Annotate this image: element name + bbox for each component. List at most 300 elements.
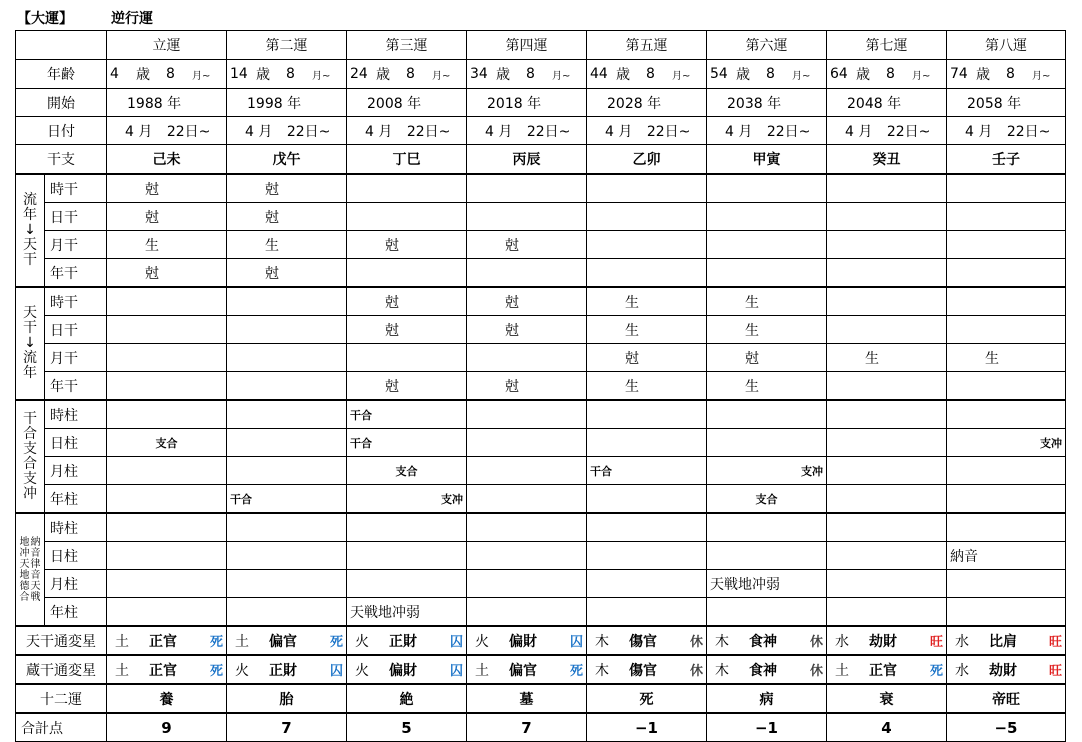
- star-element: 木: [715, 633, 729, 650]
- nacchin-cell: [467, 542, 587, 570]
- age-months: 8: [526, 66, 535, 82]
- gou-cell: [467, 400, 587, 429]
- age-unit: 歳: [616, 67, 630, 83]
- date-month: 4: [365, 123, 374, 140]
- star-name: 食神: [749, 633, 777, 650]
- relation-cell: [107, 344, 227, 372]
- start-year-cell: [107, 89, 227, 117]
- relation-cell: [827, 203, 947, 231]
- age-unit: 歳: [496, 67, 510, 83]
- star-cell: [587, 626, 707, 655]
- age-unit: 歳: [376, 67, 390, 83]
- total-cell: 5: [347, 713, 467, 742]
- day-unit: 日~: [904, 123, 931, 140]
- gou-cell: [227, 400, 347, 429]
- star-cell: [347, 626, 467, 655]
- date-month: 4: [605, 123, 614, 140]
- age-years: 14: [230, 66, 248, 82]
- relation-cell: 尅: [227, 203, 347, 231]
- year-unit: 年: [887, 95, 902, 112]
- relation-cell: 尅: [107, 259, 227, 288]
- star-cell: [587, 655, 707, 684]
- age-years: 74: [950, 66, 968, 82]
- nacchin-cell: [587, 570, 707, 598]
- start-year-cell: [827, 89, 947, 117]
- star-cell: [827, 655, 947, 684]
- gou-cell: 支合: [347, 457, 467, 485]
- relation-cell: [107, 316, 227, 344]
- row-label-jichu: 時柱: [45, 400, 107, 429]
- star-level: 休: [689, 635, 703, 650]
- relation-cell: [947, 231, 1066, 259]
- month-unit: 月: [978, 123, 993, 140]
- twelve-cell: 死: [587, 684, 707, 713]
- nacchin-cell: [227, 598, 347, 627]
- relation-cell: [707, 259, 827, 288]
- date-day: 22: [406, 123, 425, 140]
- relation-cell: [347, 203, 467, 231]
- nacchin-cell: [227, 570, 347, 598]
- nacchin-cell: [707, 513, 827, 542]
- relation-cell: 尅: [347, 316, 467, 344]
- age-years: 44: [590, 66, 608, 82]
- period-header: 第七運: [827, 31, 947, 60]
- star-name: 傷官: [629, 633, 657, 650]
- gou-cell: [827, 457, 947, 485]
- row-label-gecchu: 月柱: [45, 570, 107, 598]
- star-element: 土: [235, 633, 249, 650]
- star-name: 劫財: [869, 633, 897, 650]
- month-unit: 月: [738, 123, 753, 140]
- total-cell: −1: [587, 713, 707, 742]
- age-month-unit: 月~: [192, 70, 211, 82]
- date-month: 4: [245, 123, 254, 140]
- day-unit: 日~: [304, 123, 331, 140]
- star-level: 休: [689, 664, 703, 679]
- start-year-cell: [227, 89, 347, 117]
- date-day: 22: [886, 123, 905, 140]
- age-years: 64: [830, 66, 848, 82]
- start-year-cell: [947, 89, 1066, 117]
- twelve-cell: 病: [707, 684, 827, 713]
- relation-cell: 生: [227, 231, 347, 259]
- period-header: 第五運: [587, 31, 707, 60]
- nacchin-cell: [347, 570, 467, 598]
- relation-cell: [587, 259, 707, 288]
- kanshi-cell: 乙卯: [587, 145, 707, 175]
- age-month-unit: 月~: [792, 70, 811, 82]
- relation-cell: [227, 372, 347, 401]
- star-name: 正官: [149, 662, 177, 679]
- star-level: 囚: [449, 635, 463, 650]
- gou-cell: [707, 429, 827, 457]
- relation-cell: 生: [707, 316, 827, 344]
- star-element: 火: [475, 633, 489, 650]
- nacchin-cell: [947, 598, 1066, 627]
- start-year: 1998: [247, 95, 283, 112]
- age-month-unit: 月~: [552, 70, 571, 82]
- period-header: 第四運: [467, 31, 587, 60]
- kanshi-cell: 丁巳: [347, 145, 467, 175]
- nacchin-cell: [707, 598, 827, 627]
- relation-cell: 尅: [347, 231, 467, 259]
- star-level: 死: [209, 664, 223, 679]
- row-label-nenchu: 年柱: [45, 485, 107, 514]
- relation-cell: 尅: [467, 287, 587, 316]
- date-day: 22: [646, 123, 665, 140]
- star-name: 偏財: [509, 633, 537, 650]
- nacchin-cell: [107, 598, 227, 627]
- row-label-jikan: 時干: [45, 287, 107, 316]
- day-unit: 日~: [424, 123, 451, 140]
- nacchin-cell: [107, 570, 227, 598]
- twelve-cell: 帝旺: [947, 684, 1066, 713]
- nacchin-cell: [227, 542, 347, 570]
- nacchin-cell: [347, 542, 467, 570]
- relation-cell: 生: [827, 344, 947, 372]
- period-header: 第六運: [707, 31, 827, 60]
- age-years: 34: [470, 66, 488, 82]
- year-unit: 年: [407, 95, 422, 112]
- star-element: 土: [115, 662, 129, 679]
- start-year: 2018: [487, 95, 523, 112]
- relation-cell: 尅: [467, 316, 587, 344]
- nacchin-cell: [827, 598, 947, 627]
- gou-cell: 支合: [707, 485, 827, 514]
- relation-cell: [467, 174, 587, 203]
- year-unit: 年: [1007, 95, 1022, 112]
- age-unit: 歳: [256, 67, 270, 83]
- twelve-cell: 胎: [227, 684, 347, 713]
- relation-cell: 生: [587, 372, 707, 401]
- nacchin-cell: 納音: [947, 542, 1066, 570]
- star-cell: [227, 655, 347, 684]
- row-label-nenkan: 年干: [45, 259, 107, 288]
- date-cell: [827, 117, 947, 145]
- total-cell: 7: [467, 713, 587, 742]
- period-header: 第八運: [947, 31, 1066, 60]
- nacchin-cell: [227, 513, 347, 542]
- age-cell: [947, 60, 1066, 89]
- age-month-unit: 月~: [1032, 70, 1051, 82]
- kanshi-cell: 丙辰: [467, 145, 587, 175]
- star-level: 死: [929, 664, 943, 679]
- label-zoukan_stars: 蔵干通変星: [16, 655, 107, 684]
- date-cell: [107, 117, 227, 145]
- date-cell: [227, 117, 347, 145]
- row-label-nichu: 日柱: [45, 429, 107, 457]
- age-months: 8: [406, 66, 415, 82]
- star-cell: [227, 626, 347, 655]
- relation-cell: 尅: [347, 372, 467, 401]
- age-unit: 歳: [976, 67, 990, 83]
- year-unit: 年: [167, 95, 182, 112]
- row-label-gekkan: 月干: [45, 344, 107, 372]
- age-unit: 歳: [856, 67, 870, 83]
- age-months: 8: [646, 66, 655, 82]
- star-element: 木: [715, 662, 729, 679]
- gou-cell: 干合: [227, 485, 347, 514]
- age-cell: [707, 60, 827, 89]
- year-unit: 年: [527, 95, 542, 112]
- row-label-jikan: 時干: [45, 174, 107, 203]
- age-cell: [347, 60, 467, 89]
- gou-cell: 干合: [587, 457, 707, 485]
- total-cell: −5: [947, 713, 1066, 742]
- star-level: 囚: [449, 664, 463, 679]
- gou-cell: [947, 400, 1066, 429]
- star-cell: [467, 655, 587, 684]
- date-day: 22: [526, 123, 545, 140]
- star-element: 水: [955, 633, 969, 650]
- age-cell: [467, 60, 587, 89]
- gou-cell: [227, 429, 347, 457]
- star-name: 偏官: [509, 662, 537, 679]
- start-year-cell: [587, 89, 707, 117]
- star-element: 土: [475, 662, 489, 679]
- group-label-nacchin: 地 冲 天 地 德 合 納 音 律 音 天 戦: [16, 513, 45, 626]
- period-header: 第二運: [227, 31, 347, 60]
- relation-cell: [827, 372, 947, 401]
- age-unit: 歳: [136, 67, 150, 83]
- kanshi-label: 干支: [16, 145, 107, 175]
- star-element: 土: [115, 633, 129, 650]
- star-name: 正官: [869, 662, 897, 679]
- star-level: 旺: [1048, 664, 1062, 679]
- date-cell: [707, 117, 827, 145]
- age-months: 8: [286, 66, 295, 82]
- star-level: 囚: [569, 635, 583, 650]
- date-day: 22: [166, 123, 185, 140]
- gou-cell: [227, 457, 347, 485]
- kanshi-cell: 壬子: [947, 145, 1066, 175]
- relation-cell: 尅: [347, 287, 467, 316]
- relation-cell: 尅: [467, 372, 587, 401]
- relation-cell: [947, 372, 1066, 401]
- star-cell: [467, 626, 587, 655]
- relation-cell: [467, 344, 587, 372]
- relation-cell: [587, 231, 707, 259]
- date-month: 4: [485, 123, 494, 140]
- start-year: 2008: [367, 95, 403, 112]
- age-cell: [227, 60, 347, 89]
- nacchin-cell: [587, 513, 707, 542]
- relation-cell: [707, 203, 827, 231]
- relation-cell: [107, 287, 227, 316]
- relation-cell: 尅: [227, 174, 347, 203]
- relation-cell: [587, 174, 707, 203]
- star-name: 食神: [749, 662, 777, 679]
- relation-cell: [947, 316, 1066, 344]
- twelve-cell: 墓: [467, 684, 587, 713]
- nacchin-cell: 天戦地冲弱: [707, 570, 827, 598]
- kanshi-cell: 己未: [107, 145, 227, 175]
- start-year: 2038: [727, 95, 763, 112]
- period-header: 第三運: [347, 31, 467, 60]
- star-name: 偏官: [269, 633, 297, 650]
- age-months: 8: [1006, 66, 1015, 82]
- start-year-cell: [467, 89, 587, 117]
- row-label-gecchu: 月柱: [45, 457, 107, 485]
- nacchin-cell: [587, 542, 707, 570]
- date-month: 4: [125, 123, 134, 140]
- fortune-table: [15, 30, 1066, 742]
- age-cell: [827, 60, 947, 89]
- gou-cell: [107, 485, 227, 514]
- relation-cell: 尅: [107, 174, 227, 203]
- gou-cell: [107, 400, 227, 429]
- group-label-stem_to_flow: 天 干 ↓ 流 年: [16, 287, 45, 400]
- gou-cell: [827, 429, 947, 457]
- relation-cell: 尅: [467, 231, 587, 259]
- relation-cell: [827, 259, 947, 288]
- gou-cell: [587, 400, 707, 429]
- nacchin-cell: [827, 570, 947, 598]
- nacchin-cell: [107, 542, 227, 570]
- month-unit: 月: [858, 123, 873, 140]
- kanshi-cell: 戊午: [227, 145, 347, 175]
- gou-cell: 支冲: [947, 429, 1066, 457]
- group-label-flow_to_stem: 流 年 ↓ 天 干: [16, 174, 45, 287]
- relation-cell: 尅: [587, 344, 707, 372]
- relation-cell: 生: [587, 287, 707, 316]
- gou-cell: 支合: [107, 429, 227, 457]
- relation-cell: 生: [707, 287, 827, 316]
- age-unit: 歳: [736, 67, 750, 83]
- row-label-nikkan: 日干: [45, 316, 107, 344]
- relation-cell: 生: [107, 231, 227, 259]
- relation-cell: [827, 231, 947, 259]
- relation-cell: [107, 372, 227, 401]
- relation-cell: [827, 287, 947, 316]
- row-label-nenkan: 年干: [45, 372, 107, 401]
- year-unit: 年: [287, 95, 302, 112]
- row-label-gekkan: 月干: [45, 231, 107, 259]
- gou-cell: [467, 485, 587, 514]
- gou-cell: [947, 485, 1066, 514]
- star-element: 火: [355, 633, 369, 650]
- relation-cell: [467, 203, 587, 231]
- star-cell: [107, 655, 227, 684]
- period-header: 立運: [107, 31, 227, 60]
- relation-cell: [467, 259, 587, 288]
- star-level: 死: [569, 664, 583, 679]
- kanshi-cell: 甲寅: [707, 145, 827, 175]
- date-month: 4: [845, 123, 854, 140]
- star-element: 木: [595, 662, 609, 679]
- star-element: 水: [955, 662, 969, 679]
- year-unit: 年: [647, 95, 662, 112]
- star-name: 傷官: [629, 662, 657, 679]
- star-level: 囚: [329, 664, 343, 679]
- star-name: 正官: [149, 633, 177, 650]
- star-cell: [827, 626, 947, 655]
- star-name: 劫財: [989, 662, 1017, 679]
- twelve-cell: 衰: [827, 684, 947, 713]
- relation-cell: [707, 174, 827, 203]
- row-label-nikkan: 日干: [45, 203, 107, 231]
- relation-cell: [587, 203, 707, 231]
- nacchin-cell: 天戦地冲弱: [347, 598, 467, 627]
- star-level: 旺: [1048, 635, 1062, 650]
- start-year: 2058: [967, 95, 1003, 112]
- star-element: 水: [835, 633, 849, 650]
- nacchin-cell: [107, 513, 227, 542]
- row-label-jichu: 時柱: [45, 513, 107, 542]
- age-month-unit: 月~: [432, 70, 451, 82]
- relation-cell: 尅: [107, 203, 227, 231]
- group-label-gou: 干 合 支 合 支 冲: [16, 400, 45, 513]
- row-label-nenchu: 年柱: [45, 598, 107, 627]
- date-label: 日付: [16, 117, 107, 145]
- relation-cell: 尅: [227, 259, 347, 288]
- star-level: 旺: [929, 635, 943, 650]
- month-unit: 月: [618, 123, 633, 140]
- header: [17, 8, 191, 28]
- month-unit: 月: [498, 123, 513, 140]
- relation-cell: [947, 174, 1066, 203]
- star-cell: [107, 626, 227, 655]
- header-title: 【大運】: [17, 11, 73, 27]
- star-element: 土: [835, 662, 849, 679]
- nacchin-cell: [827, 542, 947, 570]
- relation-cell: [947, 259, 1066, 288]
- twelve-cell: 絶: [347, 684, 467, 713]
- total-cell: 9: [107, 713, 227, 742]
- gou-cell: 支冲: [347, 485, 467, 514]
- total-cell: −1: [707, 713, 827, 742]
- star-cell: [947, 626, 1066, 655]
- nacchin-cell: [707, 542, 827, 570]
- date-day: 22: [766, 123, 785, 140]
- nacchin-cell: [467, 513, 587, 542]
- date-cell: [467, 117, 587, 145]
- gou-cell: [467, 429, 587, 457]
- star-name: 比肩: [989, 633, 1017, 650]
- relation-cell: 生: [707, 372, 827, 401]
- day-unit: 日~: [184, 123, 211, 140]
- relation-cell: [227, 287, 347, 316]
- nacchin-cell: [467, 598, 587, 627]
- star-level: 死: [329, 635, 343, 650]
- star-cell: [947, 655, 1066, 684]
- total-cell: 7: [227, 713, 347, 742]
- age-months: 8: [886, 66, 895, 82]
- date-month: 4: [965, 123, 974, 140]
- date-month: 4: [725, 123, 734, 140]
- nacchin-cell: [467, 570, 587, 598]
- relation-cell: [827, 174, 947, 203]
- label-tenkan_stars: 天干通変星: [16, 626, 107, 655]
- start-year: 2048: [847, 95, 883, 112]
- day-unit: 日~: [544, 123, 571, 140]
- gou-cell: [707, 400, 827, 429]
- day-unit: 日~: [664, 123, 691, 140]
- star-level: 休: [809, 635, 823, 650]
- row-label-nichu: 日柱: [45, 542, 107, 570]
- gou-cell: [827, 400, 947, 429]
- gou-cell: [107, 457, 227, 485]
- age-months: 8: [166, 66, 175, 82]
- total-cell: 4: [827, 713, 947, 742]
- star-name: 偏財: [389, 662, 417, 679]
- age-cell: [107, 60, 227, 89]
- date-day: 22: [286, 123, 305, 140]
- relation-cell: [947, 203, 1066, 231]
- age-cell: [587, 60, 707, 89]
- month-unit: 月: [258, 123, 273, 140]
- month-unit: 月: [378, 123, 393, 140]
